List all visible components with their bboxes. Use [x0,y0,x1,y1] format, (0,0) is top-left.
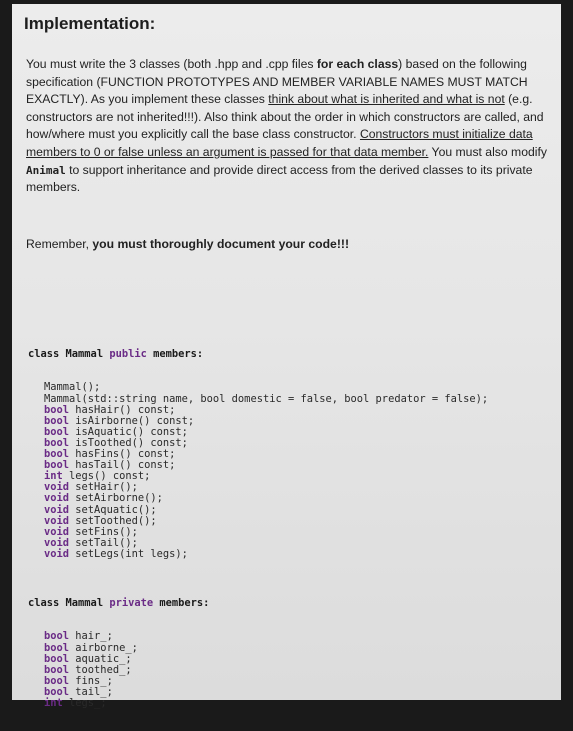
code-text: fins_; [69,674,113,687]
header-class-text: class Mammal [28,348,110,361]
code-text: setHair(); [69,481,138,494]
code-text: aquatic_; [69,652,132,665]
private-members-list [28,631,558,709]
type-keyword: void [44,503,70,516]
type-keyword: bool [44,663,70,676]
remember-note [26,237,349,251]
document-page [12,4,561,710]
para-text-2: ) based on the following specification (FUNCTION PROTOTYPES AND MEMBER VARIABLE NAMES MUST MATCH EXACTLY). As you implement these classes [26,57,528,107]
type-keyword: bool [44,403,70,416]
code-text: isToothed() const; [69,436,188,449]
type-keyword: bool [44,630,70,643]
type-keyword: void [44,481,70,494]
type-keyword: bool [44,448,70,461]
code-text: hasFins() const; [69,448,176,461]
header-rest-text: members: [146,348,204,361]
type-keyword: int [44,697,63,710]
type-keyword: void [44,514,70,527]
type-keyword: void [44,536,70,549]
type-keyword: int [44,470,63,483]
code-text: hair_; [69,630,113,643]
para-text-3: (e.g. constructors are not inherited!!!). Also think about the order in which constructors are called, and how/where must you explicitly call the base class constructor. [26,92,544,142]
code-text: isAirborne() const; [69,414,195,427]
code-text: legs() const; [62,470,151,483]
remember-bold: you must thoroughly document your code!!! [92,237,350,251]
para-text-1: You must write the 3 classes (both .hpp and .cpp files [26,57,317,71]
code-line [28,698,558,709]
private-members-block [28,576,558,731]
code-text: setAquatic(); [69,503,157,516]
code-text: airborne_; [69,641,138,654]
code-text: setTail(); [69,536,138,549]
header-access-keyword: private [109,597,154,610]
code-text: Mammal(std::string name, bool domestic = false, bool predator = false); [44,392,489,405]
code-text: tail_; [69,685,113,698]
type-keyword: void [44,547,70,560]
private-block-header [28,598,558,609]
code-text: setAirborne(); [69,492,163,505]
code-text: isAquatic() const; [69,425,188,438]
type-keyword: void [44,492,70,505]
public-block-header [28,349,558,360]
para-underline-1: think about what is inherited and what is not [268,92,505,107]
type-keyword: bool [44,414,70,427]
code-line [28,549,558,560]
code-text: setToothed(); [69,514,157,527]
public-members-block [28,327,558,582]
type-keyword: bool [44,685,70,698]
code-text: hasHair() const; [69,403,176,416]
public-members-list [28,382,558,560]
para-underline-2: Constructors must initialize data members to 0 or false unless an argument is passed for that data member. [26,127,533,159]
section-title: Implementation: [24,14,156,33]
para-text-4: You must also modify [428,144,547,159]
specification-paragraph [26,56,550,197]
code-text: toothed_; [69,663,132,676]
header-access-keyword: public [109,348,147,361]
code-text: setFins(); [69,525,138,538]
type-keyword: bool [44,652,70,665]
para-code-animal: Animal [26,163,66,177]
type-keyword: bool [44,674,70,687]
type-keyword: void [44,525,70,538]
code-text: Mammal(); [44,381,101,394]
para-bold-1: for each class [316,57,399,71]
header-rest-text: members: [153,597,210,610]
code-text: setLegs(int legs); [69,547,188,560]
type-keyword: bool [44,425,70,438]
code-text: hasTail() const; [69,459,176,472]
type-keyword: bool [44,641,70,654]
type-keyword: bool [44,459,70,472]
header-class-text: class Mammal [28,597,110,610]
para-text-5: to support inheritance and provide direct access from the derived classes to its private members. [26,162,533,195]
remember-prefix: Remember, [26,237,93,251]
type-keyword: bool [44,436,70,449]
code-text: legs_; [62,697,107,710]
code-line [28,687,558,698]
